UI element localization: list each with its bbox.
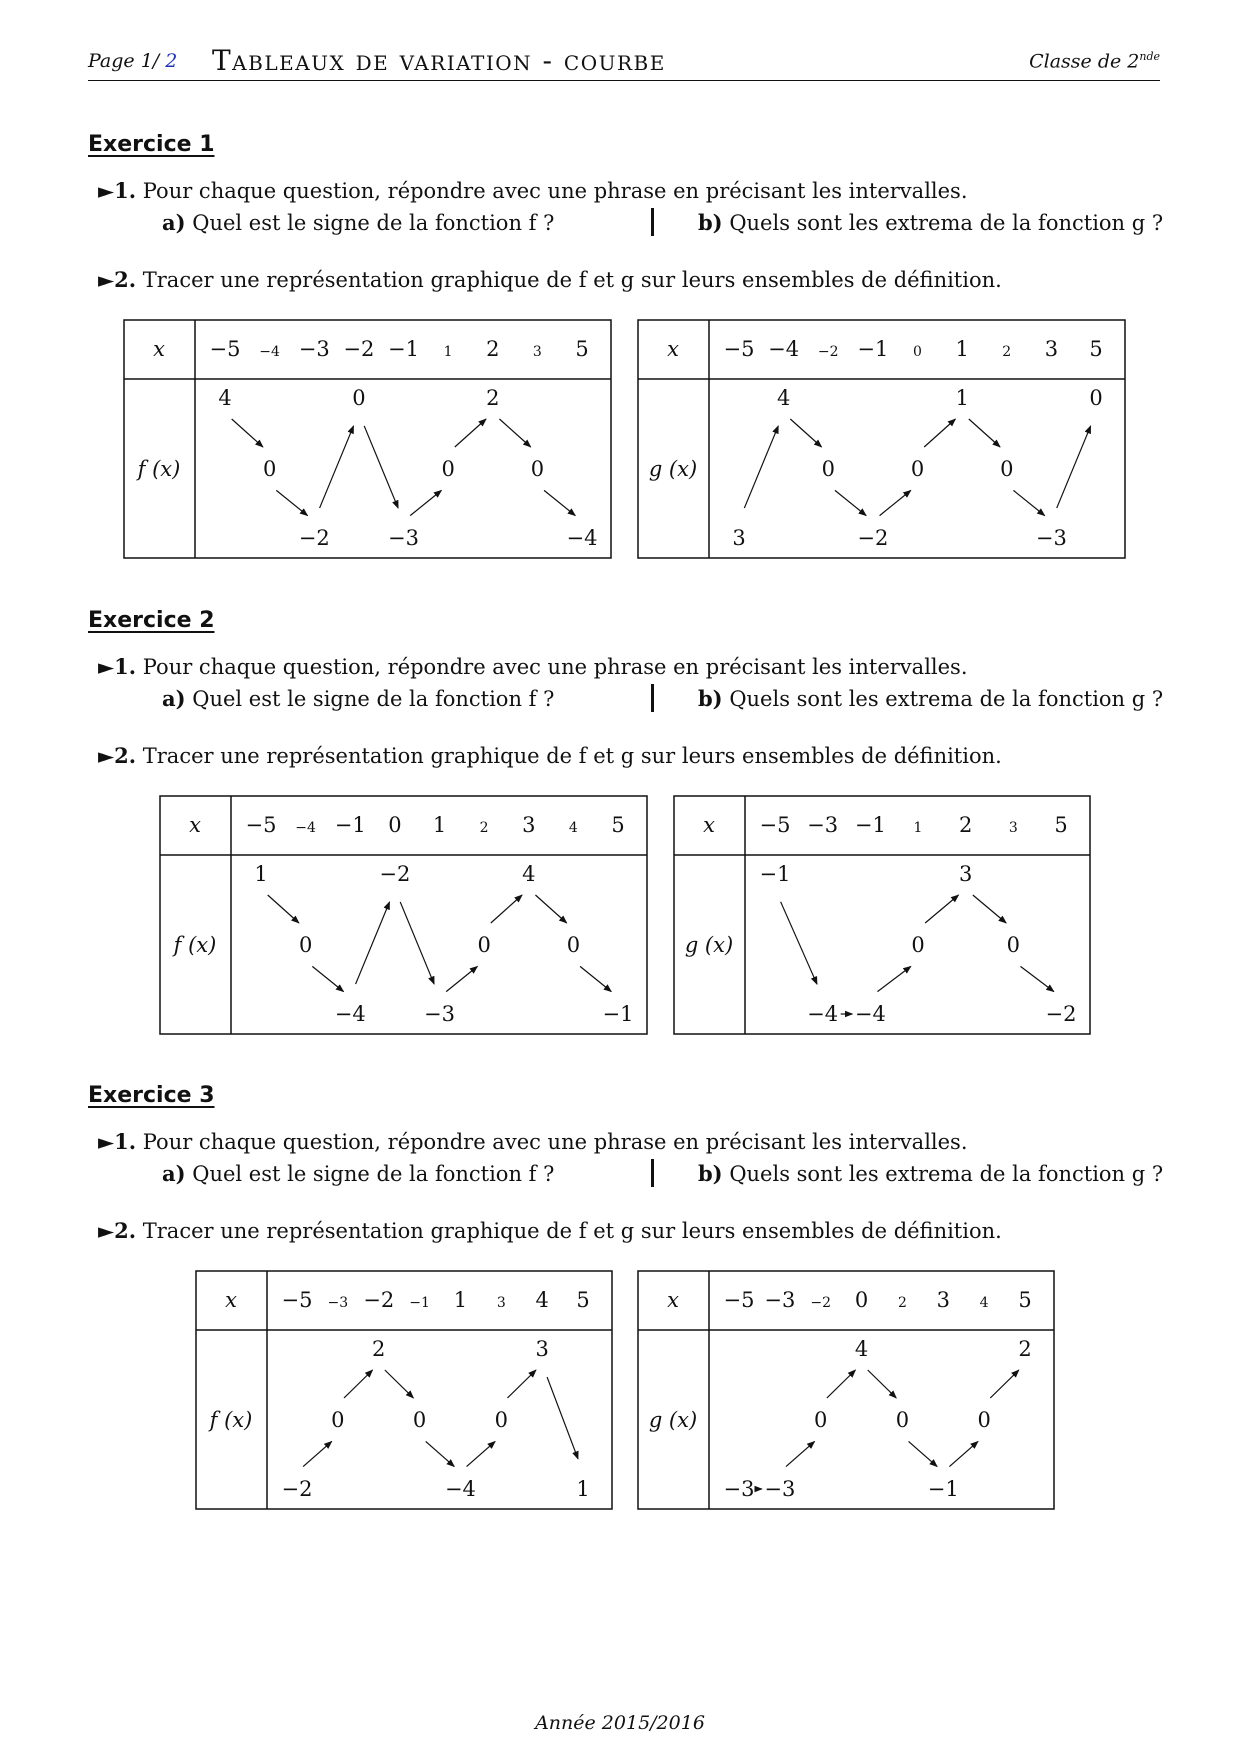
x-value: 3 bbox=[496, 1295, 506, 1311]
page-total-link[interactable]: 2 bbox=[165, 50, 178, 72]
var-label: x bbox=[667, 337, 679, 361]
variation-value: 2 bbox=[1018, 1337, 1032, 1361]
x-value: 2 bbox=[958, 813, 973, 837]
variation-arrow bbox=[949, 1441, 978, 1466]
func-label: f (x) bbox=[209, 1408, 253, 1432]
variation-arrow bbox=[909, 1441, 938, 1466]
q1-number: ►1. bbox=[98, 1129, 137, 1154]
q2-number: ►2. bbox=[98, 1218, 137, 1243]
variation-arrow bbox=[990, 1370, 1019, 1398]
page-header bbox=[88, 40, 1160, 81]
q1-text: Pour chaque question, répondre avec une phrase en précisant les intervalles. bbox=[142, 179, 968, 203]
variation-arrow bbox=[781, 902, 817, 984]
func-label: f (x) bbox=[173, 933, 217, 957]
variation-value: 0 bbox=[477, 933, 491, 957]
q2-text: Tracer une représentation graphique de f et g sur leurs ensembles de définition. bbox=[142, 1219, 1002, 1243]
x-value: 3 bbox=[1044, 337, 1059, 361]
x-value: 3 bbox=[532, 344, 542, 360]
variation-value: 0 bbox=[1000, 457, 1014, 481]
variation-value: −1 bbox=[602, 1002, 634, 1026]
x-value: 5 bbox=[576, 1288, 590, 1312]
x-value: 1 bbox=[913, 820, 923, 836]
variation-arrow bbox=[744, 426, 778, 508]
qa-label: a) bbox=[162, 1161, 186, 1186]
variation-value: −1 bbox=[927, 1477, 959, 1501]
variation-value: 4 bbox=[218, 386, 232, 410]
x-value: 3 bbox=[1008, 820, 1018, 836]
variation-arrow bbox=[544, 490, 575, 515]
x-value: 1 bbox=[432, 813, 447, 837]
variation-arrow bbox=[1013, 490, 1044, 515]
x-value: 5 bbox=[611, 813, 625, 837]
var-label: x bbox=[153, 337, 165, 361]
table-frame bbox=[196, 1271, 612, 1509]
variation-table-ex2-g bbox=[673, 795, 1091, 1035]
exercise-2-title: Exercice 2 bbox=[88, 608, 215, 633]
variation-arrow bbox=[1020, 966, 1053, 991]
variation-value: 0 bbox=[262, 457, 277, 481]
x-value: 5 bbox=[1018, 1288, 1032, 1312]
variation-arrow bbox=[426, 1441, 455, 1466]
variation-arrow bbox=[1057, 426, 1091, 508]
x-value: −5 bbox=[245, 813, 277, 837]
variation-value: 0 bbox=[814, 1408, 828, 1432]
variation-value: 4 bbox=[776, 386, 791, 410]
x-value: 2 bbox=[486, 337, 500, 361]
x-value: −1 bbox=[854, 813, 886, 837]
variation-value: −2 bbox=[857, 526, 889, 550]
variation-arrow bbox=[499, 419, 530, 447]
variation-value: 1 bbox=[955, 386, 969, 410]
qb-label: b) bbox=[698, 686, 723, 711]
variation-value: 2 bbox=[372, 1337, 386, 1361]
qb-text: Quels sont les extrema de la fonction g ? bbox=[729, 211, 1164, 235]
question-separator bbox=[651, 1159, 654, 1187]
variation-value: −2 bbox=[281, 1477, 313, 1501]
exercise-1-question-a bbox=[162, 210, 554, 235]
x-value: −3 bbox=[807, 813, 839, 837]
variation-value: 0 bbox=[911, 933, 925, 957]
variation-value: 1 bbox=[576, 1477, 590, 1501]
variation-table-ex1-f bbox=[123, 319, 612, 559]
exercise-1-question-2 bbox=[98, 267, 1002, 292]
x-value: −4 bbox=[295, 820, 316, 836]
variation-arrow bbox=[276, 490, 307, 515]
variation-value: 0 bbox=[1006, 933, 1021, 957]
qb-label: b) bbox=[698, 210, 723, 235]
exercise-1-title: Exercice 1 bbox=[88, 132, 215, 157]
q2-number: ►2. bbox=[98, 743, 137, 768]
x-value: −2 bbox=[817, 344, 839, 360]
x-value: 2 bbox=[1002, 344, 1012, 360]
variation-value: 0 bbox=[566, 933, 581, 957]
q1-text: Pour chaque question, répondre avec une phrase en précisant les intervalles. bbox=[142, 655, 968, 679]
x-value: −5 bbox=[723, 1288, 755, 1312]
variation-arrow bbox=[547, 1377, 578, 1459]
variation-arrow bbox=[973, 895, 1006, 923]
exercise-2-question-b bbox=[698, 686, 1163, 711]
variation-arrow bbox=[786, 1441, 815, 1466]
x-value: −2 bbox=[810, 1295, 832, 1311]
exercise-3-question-b bbox=[698, 1161, 1163, 1186]
variation-value: 1 bbox=[254, 862, 268, 886]
variation-value: −4 bbox=[854, 1002, 886, 1026]
var-label: x bbox=[703, 813, 715, 837]
x-value: 3 bbox=[522, 813, 536, 837]
variation-value: 3 bbox=[535, 1337, 549, 1361]
variation-arrow bbox=[385, 1370, 414, 1398]
variation-value: −3 bbox=[764, 1477, 796, 1501]
x-value: 4 bbox=[979, 1295, 989, 1311]
q2-text: Tracer une représentation graphique de f et g sur leurs ensembles de définition. bbox=[142, 744, 1002, 768]
variation-value: 3 bbox=[958, 862, 973, 886]
variation-value: 0 bbox=[331, 1408, 345, 1432]
variation-arrow bbox=[580, 966, 611, 991]
x-value: −5 bbox=[281, 1288, 313, 1312]
variation-arrow bbox=[344, 1370, 373, 1398]
func-label: g (x) bbox=[648, 1408, 698, 1432]
variation-value: 4 bbox=[854, 1337, 869, 1361]
variation-arrow bbox=[491, 895, 522, 923]
var-label: x bbox=[189, 813, 201, 837]
variation-arrow bbox=[925, 895, 958, 923]
variation-arrow bbox=[467, 1441, 496, 1466]
q2-text: Tracer une représentation graphique de f et g sur leurs ensembles de définition. bbox=[142, 268, 1002, 292]
variation-value: −3 bbox=[388, 526, 419, 550]
variation-arrow bbox=[356, 902, 390, 984]
variation-value: −4 bbox=[566, 526, 598, 550]
variation-value: −3 bbox=[723, 1477, 755, 1501]
variation-value: 0 bbox=[441, 457, 455, 481]
x-value: −3 bbox=[298, 337, 330, 361]
variation-value: −1 bbox=[759, 862, 791, 886]
x-value: 5 bbox=[1054, 813, 1068, 837]
func-label: f (x) bbox=[137, 457, 181, 481]
x-value: 0 bbox=[913, 344, 922, 360]
variation-arrow bbox=[877, 966, 910, 991]
x-value: −1 bbox=[857, 337, 889, 361]
qb-text: Quels sont les extrema de la fonction g ? bbox=[729, 1162, 1164, 1186]
variation-table-ex2-f bbox=[159, 795, 648, 1035]
q1-number: ►1. bbox=[98, 178, 137, 203]
x-value: 3 bbox=[936, 1288, 950, 1312]
x-value: 5 bbox=[1089, 337, 1103, 361]
func-label: g (x) bbox=[648, 457, 698, 481]
func-label: g (x) bbox=[684, 933, 734, 957]
variation-value: 0 bbox=[821, 457, 835, 481]
exercise-3-question-a bbox=[162, 1161, 554, 1186]
var-label: x bbox=[667, 1288, 679, 1312]
document-title: Tableaux de variation - courbe bbox=[212, 44, 666, 77]
page-footer: Année 2015/2016 bbox=[535, 1712, 705, 1734]
exercise-2-question-1 bbox=[98, 654, 968, 679]
variation-value: 3 bbox=[732, 526, 746, 550]
variation-arrow bbox=[455, 419, 486, 447]
x-value: 4 bbox=[568, 820, 578, 836]
x-value: 0 bbox=[388, 813, 402, 837]
x-value: −4 bbox=[768, 337, 800, 361]
variation-arrow bbox=[835, 490, 866, 515]
variation-value: −3 bbox=[1035, 526, 1067, 550]
variation-arrow bbox=[507, 1370, 536, 1398]
variation-arrow bbox=[312, 966, 343, 991]
x-value: 2 bbox=[479, 820, 489, 836]
variation-arrow bbox=[303, 1441, 332, 1466]
variation-arrow bbox=[268, 895, 299, 923]
variation-value: 4 bbox=[522, 862, 536, 886]
exercise-1-question-b bbox=[698, 210, 1163, 235]
variation-value: −4 bbox=[444, 1477, 476, 1501]
variation-arrow bbox=[400, 902, 434, 984]
x-value: −2 bbox=[363, 1288, 395, 1312]
variation-arrow bbox=[446, 966, 477, 991]
qa-text: Quel est le signe de la fonction f ? bbox=[192, 211, 555, 235]
x-value: −5 bbox=[723, 337, 755, 361]
x-value: 4 bbox=[535, 1288, 549, 1312]
page-label: Page 1/ bbox=[88, 50, 160, 72]
variation-value: −3 bbox=[424, 1002, 455, 1026]
question-separator bbox=[651, 208, 654, 236]
variation-value: −2 bbox=[379, 862, 411, 886]
q1-number: ►1. bbox=[98, 654, 137, 679]
page-number bbox=[88, 50, 177, 72]
variation-value: −2 bbox=[1045, 1002, 1077, 1026]
q1-text: Pour chaque question, répondre avec une phrase en précisant les intervalles. bbox=[142, 1130, 968, 1154]
variation-value: 2 bbox=[486, 386, 500, 410]
exercise-2-question-a bbox=[162, 686, 554, 711]
qa-text: Quel est le signe de la fonction f ? bbox=[192, 687, 555, 711]
variation-arrow bbox=[790, 419, 821, 447]
x-value: 1 bbox=[443, 344, 453, 360]
variation-arrow bbox=[880, 490, 911, 515]
variation-arrow bbox=[410, 490, 441, 515]
variation-value: 0 bbox=[412, 1408, 427, 1432]
exercise-3-title: Exercice 3 bbox=[88, 1083, 215, 1108]
question-separator bbox=[651, 684, 654, 712]
variation-value: 0 bbox=[977, 1408, 991, 1432]
variation-table-ex3-g bbox=[637, 1270, 1055, 1510]
variation-arrow bbox=[232, 419, 263, 447]
exercise-3-question-2 bbox=[98, 1218, 1002, 1243]
exercise-2-question-2 bbox=[98, 743, 1002, 768]
x-value: 1 bbox=[453, 1288, 468, 1312]
variation-value: −4 bbox=[807, 1002, 839, 1026]
x-value: 2 bbox=[897, 1295, 907, 1311]
variation-value: 0 bbox=[494, 1408, 508, 1432]
qb-text: Quels sont les extrema de la fonction g ? bbox=[729, 687, 1164, 711]
variation-arrow bbox=[320, 426, 354, 508]
class-sup: nde bbox=[1139, 50, 1160, 63]
variation-value: 0 bbox=[352, 386, 366, 410]
x-value: −1 bbox=[409, 1295, 430, 1311]
exercise-3-question-1 bbox=[98, 1129, 968, 1154]
q2-number: ►2. bbox=[98, 267, 137, 292]
variation-value: 0 bbox=[298, 933, 313, 957]
qa-label: a) bbox=[162, 686, 186, 711]
class-label bbox=[1029, 50, 1160, 72]
x-value: −3 bbox=[764, 1288, 796, 1312]
x-value: 0 bbox=[854, 1288, 869, 1312]
x-value: −4 bbox=[259, 344, 280, 360]
variation-value: 0 bbox=[895, 1408, 910, 1432]
exercise-1-question-1 bbox=[98, 178, 968, 203]
qb-label: b) bbox=[698, 1161, 723, 1186]
var-label: x bbox=[225, 1288, 237, 1312]
variation-arrow bbox=[969, 419, 1000, 447]
x-value: −5 bbox=[759, 813, 791, 837]
class-text: Classe de 2 bbox=[1029, 50, 1140, 73]
qa-label: a) bbox=[162, 210, 186, 235]
variation-table-ex3-f bbox=[195, 1270, 613, 1510]
x-value: −3 bbox=[327, 1295, 349, 1311]
x-value: −5 bbox=[209, 337, 241, 361]
variation-arrow bbox=[364, 426, 398, 508]
variation-table-ex1-g bbox=[637, 319, 1126, 559]
variation-arrow bbox=[827, 1370, 856, 1398]
x-value: −2 bbox=[343, 337, 375, 361]
variation-value: 0 bbox=[530, 457, 545, 481]
x-value: 5 bbox=[575, 337, 589, 361]
variation-value: −4 bbox=[334, 1002, 366, 1026]
variation-value: −2 bbox=[298, 526, 330, 550]
table-frame bbox=[638, 1271, 1054, 1509]
variation-value: 0 bbox=[910, 457, 925, 481]
qa-text: Quel est le signe de la fonction f ? bbox=[192, 1162, 555, 1186]
x-value: 1 bbox=[955, 337, 969, 361]
variation-value: 0 bbox=[1089, 386, 1103, 410]
x-value: −1 bbox=[388, 337, 419, 361]
variation-arrow bbox=[535, 895, 566, 923]
x-value: −1 bbox=[334, 813, 366, 837]
variation-arrow bbox=[924, 419, 955, 447]
variation-arrow bbox=[868, 1370, 897, 1398]
